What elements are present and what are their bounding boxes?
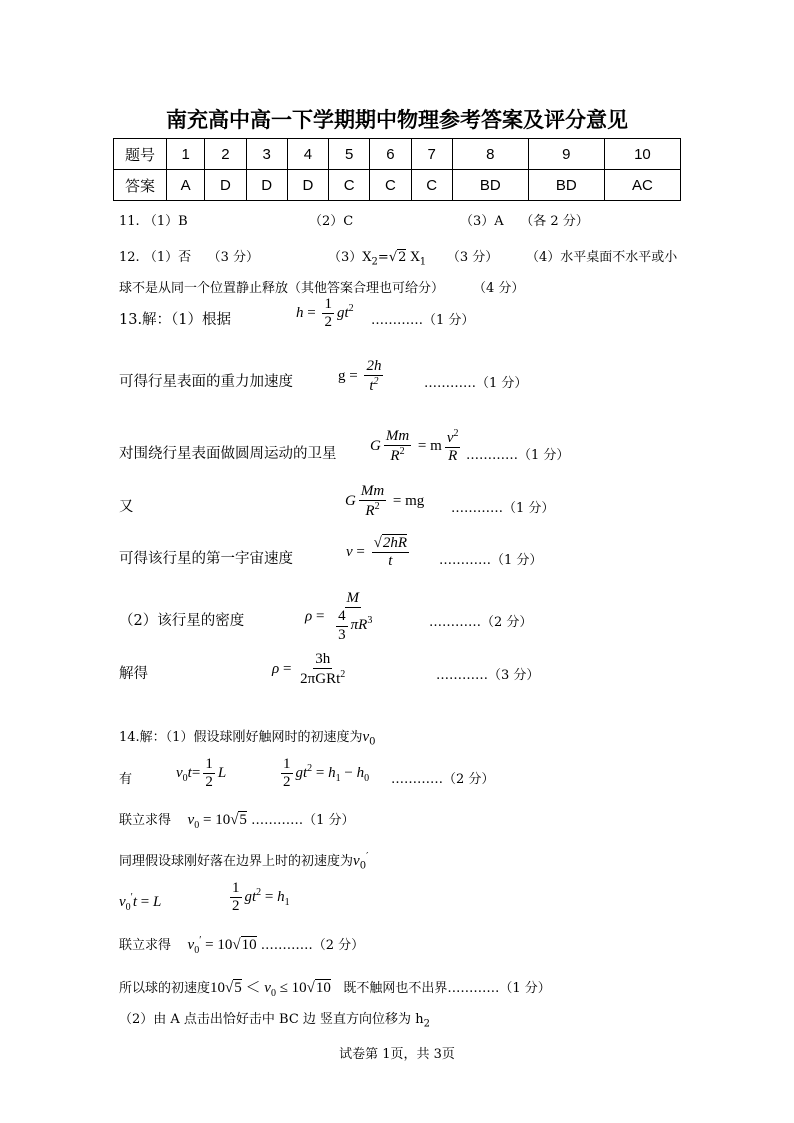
dots: ………… [451, 501, 503, 516]
eq-term: gt [295, 765, 308, 782]
table-header-cell: 题号 [114, 139, 167, 170]
score: （2 分） [312, 938, 365, 953]
table-cell: 8 [452, 139, 528, 170]
q11-part1: （1）B [143, 214, 188, 229]
eq-var: v [119, 894, 126, 910]
q13-eq2 [338, 358, 386, 396]
sqrt-content: 5 [239, 812, 247, 828]
score: （1 分） [491, 553, 543, 568]
q11-num: 11. [119, 214, 140, 229]
q14-line7 [119, 976, 551, 999]
frac-den [388, 446, 406, 465]
q14-line6 [119, 934, 364, 956]
q11-part2: （2）C [309, 214, 354, 229]
dots: ………… [251, 813, 304, 828]
q12-sub: 2 [371, 256, 378, 268]
table-cell: 9 [528, 139, 604, 170]
table-cell: 10 [604, 139, 680, 170]
table-row [114, 139, 681, 170]
q13-score-2 [424, 372, 527, 391]
q13-score-5 [439, 549, 542, 568]
frac-num [445, 428, 461, 448]
score: （1 分） [423, 313, 475, 328]
frac-num: 1 [230, 880, 242, 898]
eq-var: t [187, 765, 192, 782]
q14-lian: 联立求得 [119, 938, 172, 953]
q13-eq1: h = $\frac{1}{2}$ $gt^2$ [296, 296, 354, 331]
q14-result1: $v_0 = 10√5$ [187, 812, 247, 831]
page-title: 南充高中高一下学期期中物理参考答案及评分意见 [166, 108, 628, 132]
dots: ………… [391, 772, 443, 787]
q13-eq4: G $\frac{Mm}{R^2}$ = mg [345, 483, 425, 520]
table-cell: 2 [205, 139, 246, 170]
table-cell: AC [604, 170, 680, 201]
eq-var: h [356, 765, 365, 782]
score: （2 分） [443, 772, 495, 787]
table-cell: BD [528, 170, 604, 201]
eq-var: G [345, 493, 356, 510]
q14-eq2: $\frac{1}{2}$ $gt^2 = h_1 - h_0$ [283, 756, 370, 791]
eq-num: 10 [210, 980, 226, 996]
eq-num: 10 [291, 980, 307, 996]
eq-term: gt [244, 889, 257, 906]
q14-eq1 [176, 756, 226, 792]
exponent: 2 [307, 763, 313, 775]
q12-x: X [410, 250, 420, 265]
eq-num: 10 [215, 812, 231, 828]
fraction [203, 756, 215, 792]
eq-sign: = [191, 765, 201, 782]
subscript: 0 [369, 736, 376, 748]
q14-range: $10√5 < v_0 \le 10√10$ [210, 980, 331, 999]
dots: ………… [436, 668, 488, 683]
subscript: 1 [335, 773, 341, 785]
score: （1 分） [303, 813, 355, 828]
q11-part3: （3）A [460, 214, 504, 229]
q14-eq4: $\frac{1}{2}$ $gt^2 = h_1$ [232, 880, 290, 915]
q13-line2-text: 可得行星表面的重力加速度 [119, 374, 293, 390]
eq-var: h [296, 305, 304, 322]
eq-var: v [187, 937, 195, 953]
frac-den: t [388, 553, 393, 570]
table-cell: 3 [246, 139, 287, 170]
frac-num: √2hR [372, 535, 409, 553]
q13-eq6: ρ = M $\frac{4}{3}$ $\pi R^3$ [305, 590, 373, 643]
q14-same-text: 同理假设球刚好落在边界上时的初速度为 [119, 854, 354, 869]
frac-num: Mm [359, 483, 386, 501]
fraction [445, 428, 461, 466]
frac-den [298, 669, 347, 688]
score: （2 分） [481, 615, 533, 630]
q12-part3: $(3)X_2=√2$ $X_1$ （3 分） [328, 250, 499, 268]
subscript: 0 [194, 945, 200, 956]
eq-var: v [187, 812, 195, 828]
table-cell: BD [452, 170, 528, 201]
q12-line1 [119, 246, 259, 265]
table-cell: D [246, 170, 287, 201]
exponent: 2 [348, 303, 354, 315]
frac-den-var: πR [350, 617, 368, 634]
q14-final-post: 既不触网也不出界 [343, 981, 448, 996]
fraction [336, 608, 348, 644]
frac-num: 4 [336, 608, 348, 626]
fraction [322, 296, 334, 332]
frac-num-var: v [446, 430, 454, 446]
exponent: 3 [367, 615, 373, 627]
q13-score-6 [429, 611, 532, 630]
q14-part2-text: （2）由 A 点击出恰好击中 BC 边 竖直方向位移为 h [119, 1012, 424, 1027]
table-cell: 4 [287, 139, 328, 170]
frac-den [367, 376, 380, 395]
score: （3 分） [488, 668, 540, 683]
table-cell: C [329, 170, 370, 201]
dots: ………… [424, 376, 476, 391]
q11-score: （各 2 分） [520, 214, 589, 229]
prime: ′ [130, 892, 133, 903]
eq-term: m [430, 438, 442, 455]
exponent: 2 [374, 501, 380, 513]
q13-score-7 [436, 664, 539, 683]
table-cell: 1 [167, 139, 205, 170]
exponent: 2 [453, 428, 459, 439]
fraction [384, 428, 411, 466]
eq-var: L [217, 765, 227, 782]
exponent: 2 [256, 887, 262, 899]
table-cell: 6 [370, 139, 411, 170]
q12-part4-cont: 球不是从同一个位置静止释放（其他答案合理也可给分） [119, 281, 445, 296]
score: （1 分） [476, 376, 528, 391]
eq-var: ρ [305, 608, 313, 625]
exponent: 2 [373, 376, 379, 388]
q13-score-4 [451, 497, 554, 516]
sqrt-content: 5 [234, 980, 242, 996]
sqrt-content: 2hR [382, 535, 408, 551]
subscript: 0 [194, 820, 200, 831]
q13-line5-text: 可得该行星的第一宇宙速度 [119, 551, 293, 567]
subscript: 0 [364, 773, 370, 785]
q11-part3-line [460, 210, 589, 229]
frac-den: R [448, 448, 458, 465]
eq-sign: ≤ [279, 980, 288, 996]
eq-term: mg [405, 493, 425, 510]
q12-sqrt: 2 [398, 250, 407, 265]
frac-num: 2h [364, 358, 383, 376]
dots: ………… [429, 615, 481, 630]
q12-part3-label: （3）X [328, 250, 372, 265]
exponent: 2 [340, 669, 346, 681]
q13-score-1 [371, 309, 474, 328]
frac-den: 2 [205, 774, 213, 791]
prime: ′ [366, 851, 369, 863]
eq-var: v [353, 853, 360, 869]
answer-table [113, 138, 681, 201]
subscript: 0 [182, 773, 188, 785]
frac-den: 3 [338, 626, 346, 643]
dots: ………… [260, 938, 313, 953]
table-cell: 7 [411, 139, 452, 170]
frac-den-var: t [369, 378, 374, 395]
q12-part4-score: （4 分） [472, 281, 525, 296]
q14-line4 [119, 850, 368, 872]
q14-intro [119, 726, 376, 748]
table-row [114, 170, 681, 201]
exponent: 2 [399, 446, 405, 458]
frac-num: Mm [384, 428, 411, 446]
eq-sign: ＜ [245, 980, 261, 996]
sqrt-content: 10 [315, 980, 331, 996]
fraction [230, 880, 242, 916]
frac-num: 3h [313, 651, 332, 669]
score: （1 分） [499, 981, 551, 996]
dots: ………… [439, 553, 491, 568]
q14-eq3: $v_0't = L$ [119, 892, 162, 913]
q13-line6-text: （2）该行星的密度 [119, 613, 245, 629]
fraction [331, 590, 374, 644]
table-header-cell: 答案 [114, 170, 167, 201]
q14-final-pre: 所以球的初速度 [119, 981, 211, 996]
fraction [281, 756, 293, 792]
q14-part2 [119, 1008, 430, 1030]
q13-intro: 13.解：（1）根据 [119, 312, 232, 328]
q14-score-1 [391, 768, 494, 787]
sqrt-content: 10 [241, 937, 257, 953]
eq-var: ρ [272, 661, 280, 678]
frac-den: 2 [232, 898, 240, 915]
q14-line3 [119, 809, 354, 831]
q12-num: 12. [119, 250, 140, 265]
q14-have: 有 [119, 772, 133, 787]
table-cell: A [167, 170, 205, 201]
eq-var: v [346, 544, 353, 561]
subscript: 0 [125, 902, 131, 913]
q13-eq5: v = $\frac{√2hR}{t}$ [346, 535, 408, 570]
subscript: 2 [423, 1018, 430, 1030]
eq-var: v [264, 980, 271, 996]
table-cell: C [370, 170, 411, 201]
prime: ′ [199, 935, 202, 946]
frac-den [363, 501, 381, 520]
dots: ………… [466, 448, 518, 463]
frac-num: 1 [203, 756, 215, 774]
score: （1 分） [503, 501, 555, 516]
q12-part4: （4）水平桌面不水平或小 [526, 250, 678, 265]
frac-num: 1 [322, 296, 334, 314]
eq-var: h [277, 889, 285, 906]
page-footer: 试卷第 1页，共 3页 [339, 1047, 455, 1062]
q13-line3-text: 对围绕行星表面做圆周运动的卫星 [119, 446, 337, 462]
eq-var: G [370, 438, 381, 455]
q13-line4-text: 又 [119, 499, 134, 515]
table-cell: D [205, 170, 246, 201]
q11-line [119, 210, 188, 229]
fraction [359, 483, 386, 521]
frac-num: 1 [281, 756, 293, 774]
q12-sub2: 1 [419, 256, 427, 268]
q14-intro-text: 14.解：（1）假设球刚好触网时的初速度为 [119, 730, 363, 745]
frac-den: 2 [283, 774, 291, 791]
score: （1 分） [518, 448, 570, 463]
eq-var: h [328, 765, 336, 782]
frac-den-var: R [390, 448, 400, 465]
q14-result2: $v_0' = 10√10$ [187, 935, 257, 956]
dots: ………… [447, 981, 500, 996]
fraction [298, 651, 347, 689]
eq-term: gt [336, 305, 349, 322]
eq-lhs: g = [338, 368, 358, 385]
q12-line2 [119, 277, 524, 296]
table-cell: 5 [329, 139, 370, 170]
q13-score-3 [466, 444, 569, 463]
q13-line7-text: 解得 [119, 666, 148, 682]
dots: ………… [371, 313, 423, 328]
table-cell: D [287, 170, 328, 201]
subscript: 0 [359, 860, 367, 872]
eq-var: L [153, 894, 162, 910]
q13-eq3: G $\frac{Mm}{R^2}$ = m $\frac{v^2}{R}$ [370, 428, 459, 465]
q13-eq7: ρ = $\frac{3h}{2\pi GRt^2}$ [272, 651, 346, 688]
frac-num: M [345, 590, 362, 608]
frac-den: 2 [324, 314, 332, 331]
fraction [372, 535, 409, 571]
frac-den [331, 608, 374, 644]
frac-den-var: R [365, 503, 375, 520]
q12-part1: （1）否 [143, 250, 192, 265]
q12-part3-score: （3 分） [446, 250, 499, 265]
eq-var: v [176, 765, 183, 782]
subscript: 1 [284, 897, 290, 909]
eq-num: 10 [217, 937, 233, 953]
fraction [364, 358, 383, 396]
eq-var: t [132, 894, 138, 910]
eq-var: v [362, 729, 370, 745]
table-cell: C [411, 170, 452, 201]
q12-part1-score: （3 分） [207, 250, 260, 265]
q12-eq: = [377, 250, 389, 265]
q14-lian: 联立求得 [119, 813, 172, 828]
subscript: 0 [270, 988, 276, 999]
frac-den-var: 2πGRt [300, 671, 341, 688]
